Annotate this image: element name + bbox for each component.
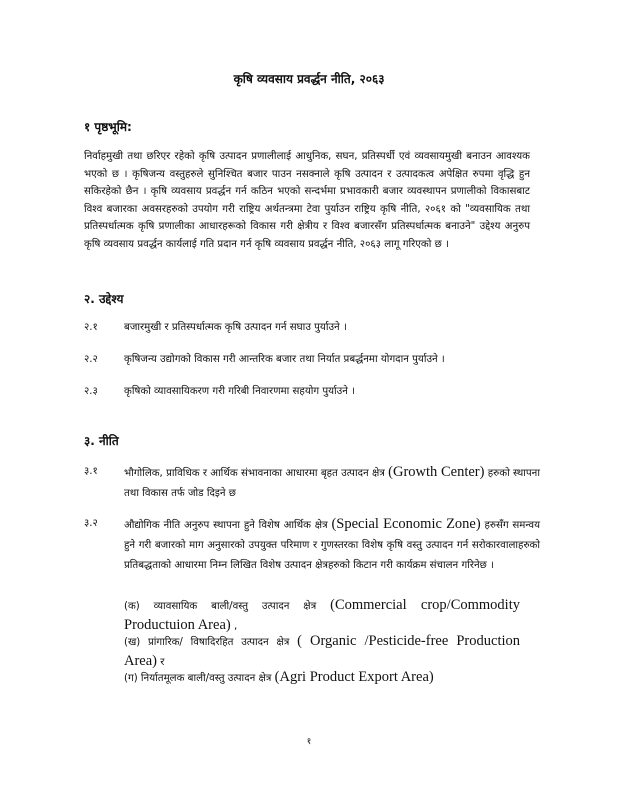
- zone-label: (ग) निर्यातमूलक बाली/वस्तु उत्पादन क्षेत्र: [124, 673, 275, 684]
- objective-text: कृषिजन्य उद्योगको विकास गरी आन्तरिक बजार तथा निर्यात प्रबर्द्धनमा योगदान पुर्याउने ।: [124, 354, 445, 365]
- zone-tail: ,: [230, 621, 238, 632]
- objective-number: २.३: [84, 386, 98, 397]
- zone-tail: र: [157, 657, 165, 668]
- policy-number: ३.२: [84, 518, 98, 529]
- zone-item: [124, 668, 520, 688]
- section-heading-policy: ३. नीति: [84, 434, 119, 448]
- policy-text: [124, 514, 540, 576]
- policy-text: [124, 462, 540, 504]
- zone-english: (Commercial crop/Commodity Productuion Area): [124, 597, 520, 633]
- objective-number: २.२: [84, 354, 98, 365]
- page-number: १: [306, 737, 312, 747]
- document-title: कृषि व्यवसाय प्रवर्द्धन नीति, २०६३: [233, 72, 385, 86]
- section-heading-background: १ पृष्ठभूमि:: [84, 120, 132, 134]
- section-heading-objectives: २. उद्देश्य: [84, 292, 124, 306]
- background-paragraph: निर्वाहमुखी तथा छरिएर रहेको कृषि उत्पादन प्रणालीलाई आधुनिक, सघन, प्रतिस्पर्धी एवं व्यवसायमुखी बनाउन आवश्यक भएको छ । कृषिजन्य वस्तुहरुले सुनिश्चित बजार पाउन नसक्नाले कृषि उत्पादन र उत्पादकत्व अपेक्षित रुपमा वृद्धि हुन सकिरहेको छैन । कृषि व्यवसाय प्रवर्द्धन गर्न कठिन भएको सन्दर्भमा प्रभावकारी बजार व्यवस्थापन प्रणालीको विकासबाट विश्व बजारका अवसरहरुको उपयोग गरी राष्ट्रिय अर्थतन्त्रमा टेवा पुर्याउन राष्ट्रिय कृषि नीति, २०६१ को "व्यवसायिक तथा प्रतिस्पर्धात्मक कृषि प्रणालीका आधारहरूको विकास गरी क्षेत्रीय र विश्व बजारसँग प्रतिस्पर्धात्मक बनाउने" उद्देश्य अनुरुप कृषि व्यवसाय प्रवर्द्धन कार्यलाई गति प्रदान गर्न कृषि व्यवसाय प्रवर्द्धन नीति, २०६३ लागू गरिएको छ ।: [84, 151, 531, 250]
- zone-label: (क) व्यावसायिक बाली/वस्तु उत्पादन क्षेत्र: [124, 601, 331, 612]
- objective-text: कृषिको व्यावसायिकरण गरी गरिबी निवारणमा सहयोग पुर्याउने ।: [124, 386, 356, 397]
- policy-text-part: हरुको स्थापना तथा विकास तर्फ जोड दिइने छ: [124, 468, 540, 499]
- zone-item: [124, 632, 520, 672]
- zone-label: (ख) प्रांगारिक/ विषादिरहित उत्पादन क्षेत्र: [124, 637, 298, 648]
- zone-item: [124, 596, 520, 636]
- zone-english: ( Organic /Pesticide-free Production Area): [124, 633, 520, 669]
- policy-text-part: भौगोलिक, प्राविधिक र आर्थिक संभावनाका आधारमा बृहत उत्पादन क्षेत्र: [124, 468, 389, 479]
- policy-number: ३.१: [84, 466, 98, 477]
- objective-text: बजारमुखी र प्रतिस्पर्धात्मक कृषि उत्पादन गर्न सघाउ पुर्याउने ।: [124, 322, 347, 333]
- policy-text-part: औद्योगिक नीति अनुरुप स्थापना हुने विशेष आर्थिक क्षेत्र: [124, 520, 332, 531]
- zone-english: (Agri Product Export Area): [274, 669, 434, 685]
- objective-number: २.१: [84, 322, 98, 333]
- policy-text-english: (Special Economic Zone): [331, 516, 481, 532]
- policy-text-english: (Growth Center): [388, 464, 485, 480]
- policy-text-part: हरुसँग समन्वय हुने गरी बजारको माग अनुसारको उपयुक्त परिमाण र गुणस्तरका विशेष कृषि वस्तु उत्पादन गर्न सरोकारवालाहरुको प्रतिबद्धताको आधारमा निम्न लिखित विशेष उत्पादन क्षेत्रहरुको किटान गरी कार्यक्रम संचालन गरिनेछ ।: [124, 520, 540, 571]
